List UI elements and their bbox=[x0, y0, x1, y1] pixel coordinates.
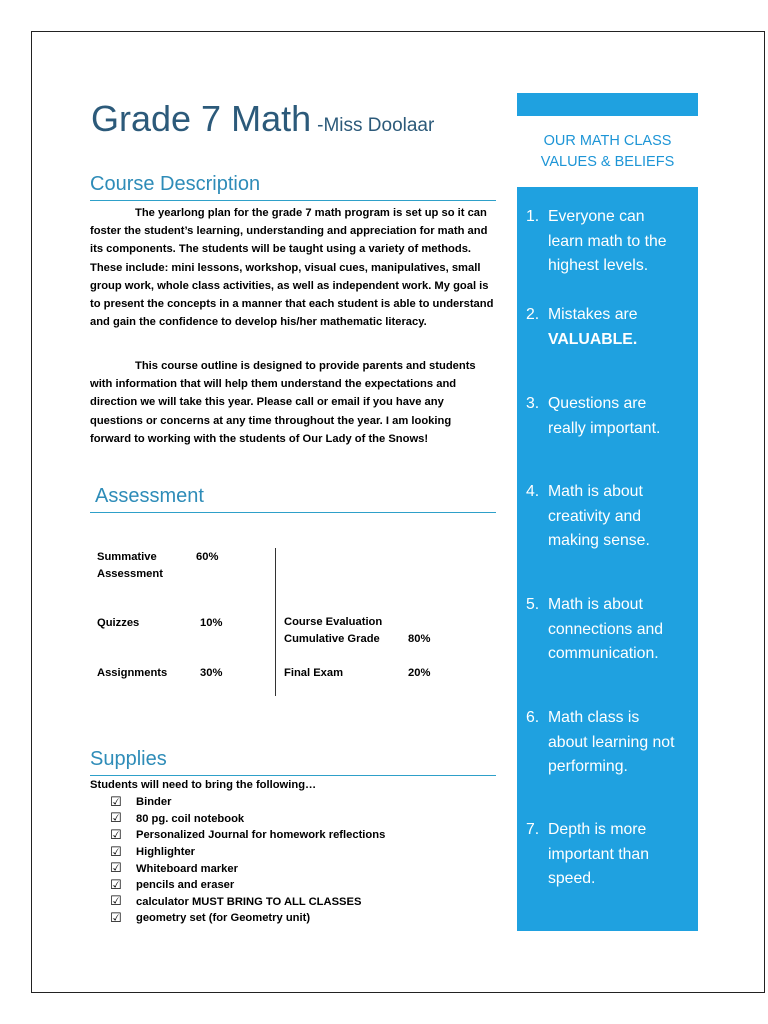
belief-number: 4. bbox=[526, 483, 540, 500]
belief-emphasis: VALUABLE. bbox=[548, 330, 638, 348]
course-description-heading: Course Description bbox=[90, 171, 496, 201]
supply-item: geometry set (for Geometry unit) bbox=[136, 912, 311, 925]
course-description-paragraph-1 bbox=[90, 204, 494, 331]
teacher-name: -Miss Doolaar bbox=[317, 115, 435, 136]
belief-item bbox=[526, 303, 696, 352]
belief-text: Everyone can learn math to the highest levels. bbox=[548, 208, 667, 274]
supplies-intro: Students will need to bring the following… bbox=[90, 779, 317, 791]
list-item bbox=[110, 811, 385, 828]
course-evaluation-label: Course Evaluation bbox=[284, 616, 383, 628]
supply-item: Personalized Journal for homework reflections bbox=[136, 829, 386, 842]
assessment-quizzes-label: Quizzes bbox=[97, 617, 140, 629]
belief-number: 1. bbox=[526, 208, 540, 225]
cumulative-grade-label: Cumulative Grade bbox=[284, 633, 380, 645]
page-title bbox=[91, 98, 434, 140]
list-item bbox=[110, 877, 385, 894]
assessment-summative-value: 60% bbox=[196, 551, 219, 563]
checkbox-icon: ☑ bbox=[110, 794, 122, 810]
belief-text: Math is about creativity and making sense. bbox=[548, 483, 650, 549]
checkbox-icon: ☑ bbox=[110, 910, 122, 926]
title-text: Grade 7 Math bbox=[91, 98, 312, 139]
supply-item: 80 pg. coil notebook bbox=[136, 812, 245, 825]
belief-number: 2. bbox=[526, 306, 540, 323]
belief-text: Questions are really important. bbox=[548, 395, 661, 437]
checkbox-icon: ☑ bbox=[110, 894, 122, 910]
belief-number: 6. bbox=[526, 709, 540, 726]
belief-text: Math is about connections and communication. bbox=[548, 596, 664, 662]
assessment-heading: Assessment bbox=[90, 483, 496, 513]
belief-item bbox=[526, 205, 696, 279]
belief-text: Math class is about learning not performing. bbox=[548, 709, 675, 775]
supply-item: pencils and eraser bbox=[136, 879, 235, 892]
belief-item bbox=[526, 593, 696, 667]
belief-number: 7. bbox=[526, 821, 540, 838]
list-item bbox=[110, 894, 385, 911]
supply-item: Highlighter bbox=[136, 846, 196, 859]
belief-item bbox=[526, 480, 696, 554]
checkbox-icon: ☑ bbox=[110, 844, 122, 860]
checkbox-icon: ☑ bbox=[110, 827, 122, 843]
cumulative-grade-value: 80% bbox=[408, 633, 431, 645]
assessment-assignments-value: 30% bbox=[200, 667, 223, 679]
belief-item bbox=[526, 706, 696, 780]
supply-item: Binder bbox=[136, 796, 172, 809]
supplies-list bbox=[110, 794, 385, 927]
belief-number: 3. bbox=[526, 395, 540, 412]
checkbox-icon: ☑ bbox=[110, 877, 122, 893]
sidebar-heading-line-2: VALUES & BELIEFS bbox=[540, 154, 675, 170]
final-exam-value: 20% bbox=[408, 667, 431, 679]
list-item bbox=[110, 910, 385, 927]
paragraph-1-text: The yearlong plan for the grade 7 math program is set up so it can foster the student’s learning, understanding and appreciation for math and its components. The students will be taught using a variety of methods. These include: mini lessons, workshop, visual cues, manipulatives, small group work, whole class activities, as well as independent work. My goal is to present the concepts in a manner that each student is able to understand and gain the confidence to develop his/her mathematic literacy. bbox=[90, 207, 494, 329]
sidebar-heading bbox=[517, 131, 698, 173]
sidebar-top-bar bbox=[517, 93, 698, 116]
supply-item: Whiteboard marker bbox=[136, 862, 238, 875]
belief-number: 5. bbox=[526, 596, 540, 613]
list-item bbox=[110, 844, 385, 861]
sidebar-heading-line-1: OUR MATH CLASS bbox=[543, 133, 672, 149]
belief-text-wrap bbox=[548, 303, 638, 352]
assessment-quizzes-value: 10% bbox=[200, 617, 223, 629]
final-exam-label: Final Exam bbox=[284, 667, 344, 679]
belief-item bbox=[526, 818, 696, 892]
supply-item: calculator MUST BRING TO ALL CLASSES bbox=[136, 895, 362, 908]
checkbox-icon: ☑ bbox=[110, 861, 122, 877]
assessment-divider bbox=[275, 548, 276, 696]
assessment-summative-label: Summative Assessment bbox=[97, 551, 163, 580]
list-item bbox=[110, 794, 385, 811]
belief-item bbox=[526, 392, 696, 441]
list-item bbox=[110, 827, 385, 844]
paragraph-2-text: This course outline is designed to provide parents and students with information that will help them understand the expectations and direction we will take this year. Please call or email if you have any questions or concerns at any time throughout the year. I am looking forward to working with the students of Our Lady of the Snows! bbox=[90, 360, 476, 445]
supplies-heading: Supplies bbox=[90, 746, 496, 776]
belief-text: Mistakes are bbox=[548, 306, 638, 323]
checkbox-icon: ☑ bbox=[110, 811, 122, 827]
list-item bbox=[110, 860, 385, 877]
assessment-assignments-label: Assignments bbox=[97, 667, 168, 679]
course-description-paragraph-2 bbox=[90, 357, 494, 448]
belief-text: Depth is more important than speed. bbox=[548, 821, 649, 887]
